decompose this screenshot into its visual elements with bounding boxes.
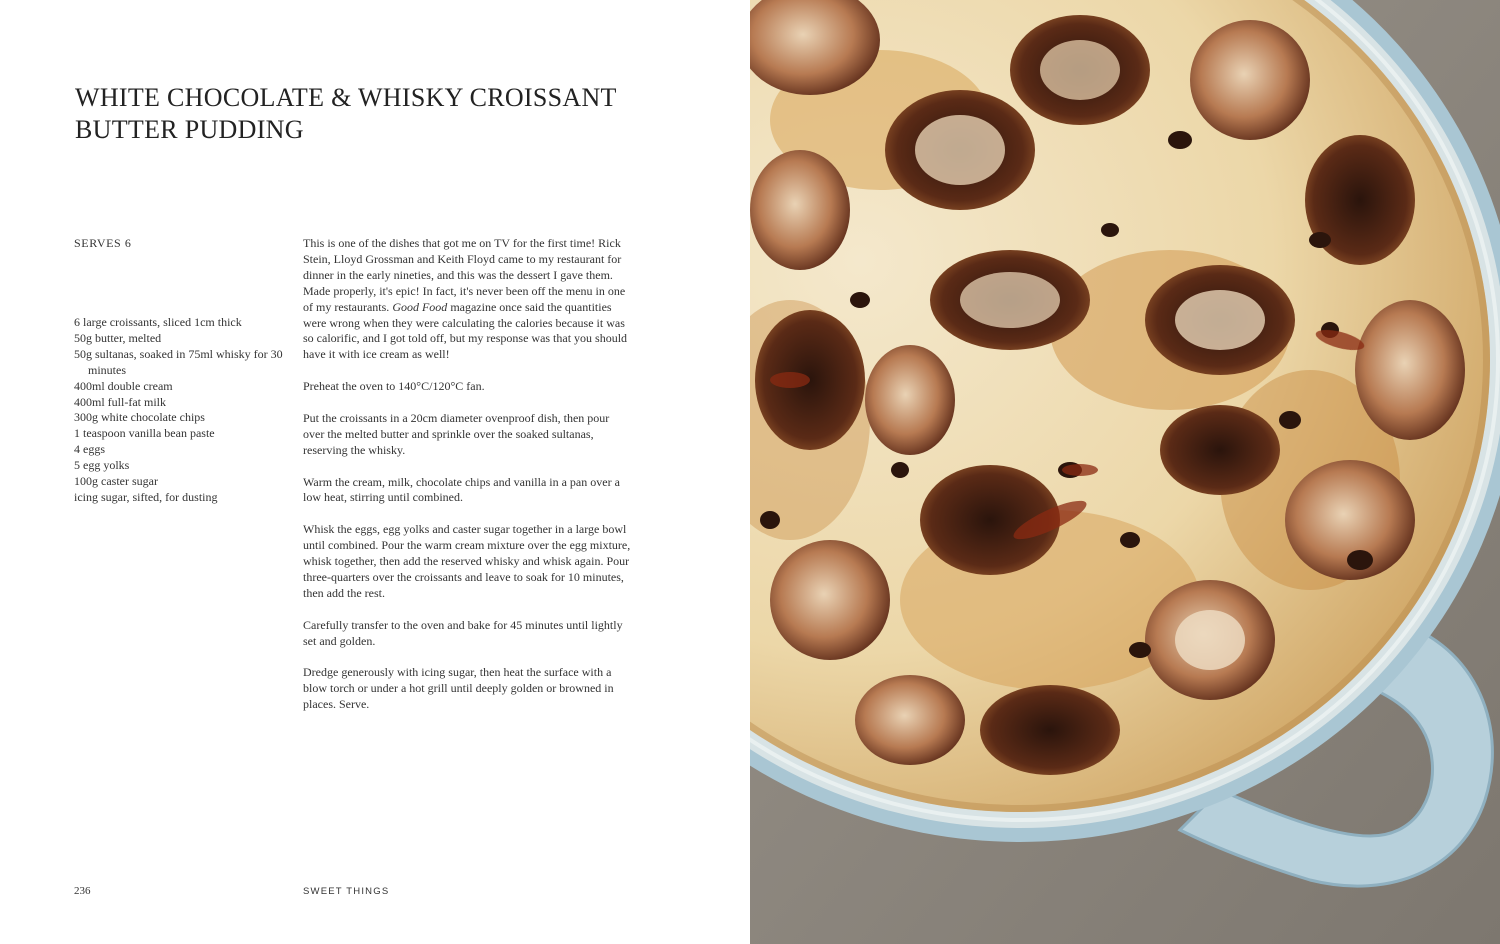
- method-step: Warm the cream, milk, chocolate chips and vanilla in a pan over a low heat, stirring until combined.: [303, 474, 620, 505]
- ingredient-item: 400ml full-fat milk: [74, 394, 166, 409]
- intro-text-after: magazine once said the quantities were wrong when they were calculating the calories because it was so calorific, and I got told off, but my response was that you should have it with ice cream as well!: [303, 299, 628, 362]
- recipe-title: [75, 82, 675, 146]
- ingredient-item: 6 large croissants, sliced 1cm thick: [74, 315, 242, 329]
- method-step: Preheat the oven to 140°C/120°C fan.: [303, 379, 485, 394]
- ingredient-item: 50g sultanas, soaked in 75ml whisky for 30 minutes: [74, 346, 283, 377]
- pudding-photo-illustration: [750, 0, 1500, 944]
- ingredient-item: 4 eggs: [74, 442, 105, 457]
- ingredient-item: 100g caster sugar: [74, 474, 158, 489]
- ingredient-item: icing sugar, sifted, for dusting: [74, 489, 218, 504]
- ingredient-item: 1 teaspoon vanilla bean paste: [74, 426, 215, 441]
- ingredient-item: 300g white chocolate chips: [74, 410, 205, 425]
- ingredient-list: [74, 315, 294, 506]
- method-step: Dredge generously with icing sugar, then heat the surface with a blow torch or under a hot grill until deeply golden or browned in places. Serve.: [303, 665, 614, 712]
- title-line-2: BUTTER PUDDING: [75, 115, 304, 144]
- intro-text-before: This is one of the dishes that got me on TV for the first time! Rick Stein, Lloyd Grossman and Keith Floyd came to my restaurant for dinner in the early nineties, and this was the dessert I gave them. Made properly, it's epic! In fact, it's never been off the menu in one of my restaurants.: [303, 236, 626, 314]
- section-running-head: SWEET THINGS: [303, 886, 390, 897]
- method-step: Whisk the eggs, egg yolks and caster sugar together in a large bowl until combined. Pour the warm cream mixture over the egg mixture, whisk together, then add the reserved whisky and whisk again. Pour three-quarters over the croissants and leave to soak for 10 minutes, then add the rest.: [303, 522, 631, 600]
- ingredient-item: 5 egg yolks: [74, 458, 130, 473]
- serves-label: SERVES 6: [74, 236, 132, 250]
- title-line-1: WHITE CHOCOLATE & WHISKY CROISSANT: [75, 83, 617, 112]
- magazine-name: Good Food: [392, 299, 448, 314]
- page-number: 236: [74, 885, 91, 897]
- ingredient-item: 400ml double cream: [74, 378, 173, 393]
- method-step: Put the croissants in a 20cm diameter ovenproof dish, then pour over the melted butter and sprinkle over the soaked sultanas, reserving the whisky.: [303, 410, 610, 457]
- method-column: [303, 236, 633, 729]
- intro-paragraph: [303, 236, 633, 363]
- pudding-dish-photo: [750, 0, 1500, 944]
- ingredient-item: 50g butter, melted: [74, 330, 162, 345]
- method-step: Carefully transfer to the oven and bake for 45 minutes until lightly set and golden.: [303, 617, 623, 648]
